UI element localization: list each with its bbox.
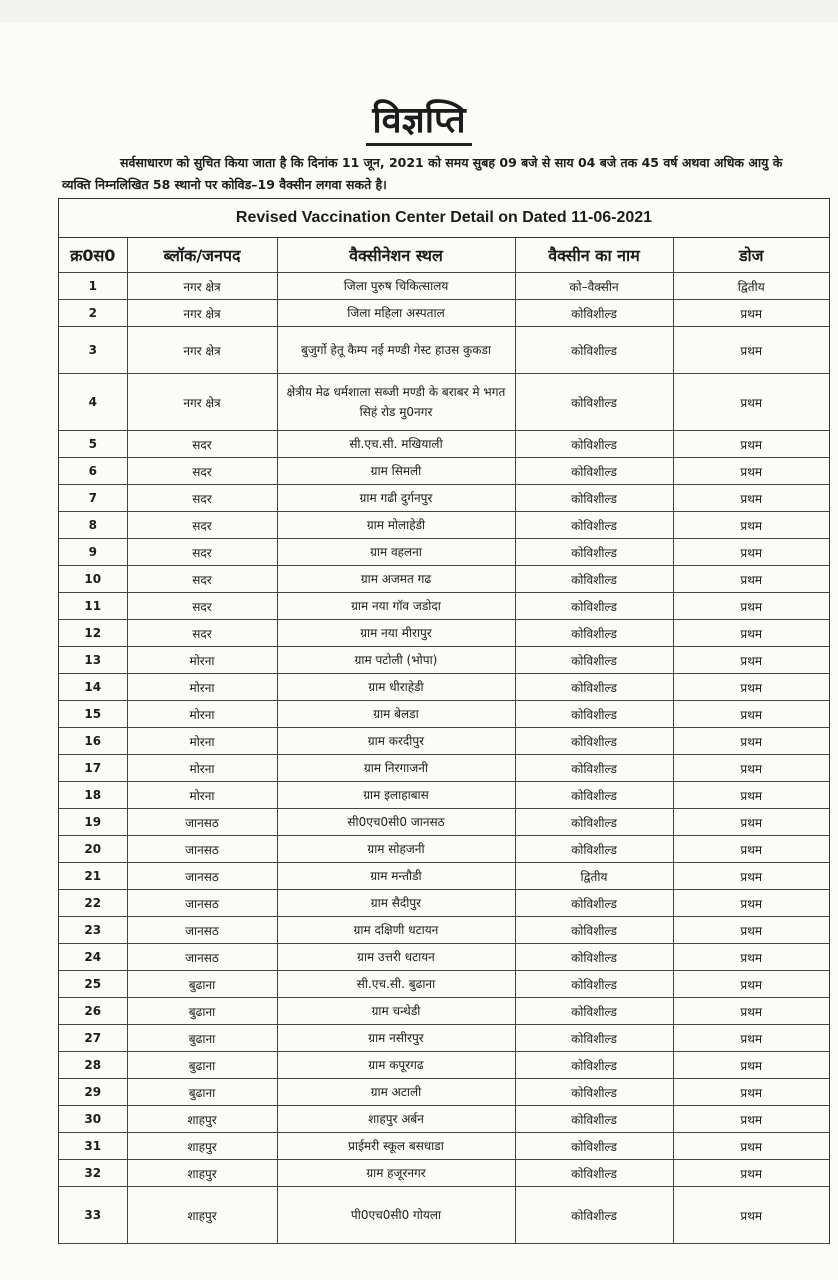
cell-vaccine: कोविशील्ड	[515, 836, 673, 863]
table-row	[59, 1025, 829, 1052]
cell-sno: 10	[59, 566, 127, 593]
cell-center: ग्राम बेलडा	[277, 701, 515, 728]
table-row	[59, 782, 829, 809]
cell-center: सी0एच0सी0 जानसठ	[277, 809, 515, 836]
table-row	[59, 431, 829, 458]
cell-sno: 14	[59, 674, 127, 701]
cell-vaccine: कोविशील्ड	[515, 674, 673, 701]
cell-vaccine: कोविशील्ड	[515, 1106, 673, 1133]
cell-block: जानसठ	[127, 890, 277, 917]
table-row	[59, 539, 829, 566]
cell-dose: प्रथम	[673, 809, 829, 836]
cell-sno: 18	[59, 782, 127, 809]
header-sno: क्र0स0	[59, 238, 127, 273]
table-row	[59, 998, 829, 1025]
cell-dose: प्रथम	[673, 1106, 829, 1133]
cell-dose: प्रथम	[673, 300, 829, 327]
cell-dose: प्रथम	[673, 674, 829, 701]
cell-block: बुढाना	[127, 1079, 277, 1106]
vaccination-table-container	[58, 198, 830, 1244]
table-row	[59, 674, 829, 701]
cell-dose: प्रथम	[673, 1079, 829, 1106]
cell-block: मोरना	[127, 674, 277, 701]
cell-center: ग्राम वहलना	[277, 539, 515, 566]
cell-block: मोरना	[127, 755, 277, 782]
cell-center: ग्राम सैदीपुर	[277, 890, 515, 917]
cell-center: ग्राम निरगाजनी	[277, 755, 515, 782]
header-dose: डोज	[673, 238, 829, 273]
cell-dose: प्रथम	[673, 971, 829, 998]
cell-vaccine: कोविशील्ड	[515, 944, 673, 971]
cell-vaccine: को–वैक्सीन	[515, 273, 673, 300]
cell-vaccine: कोविशील्ड	[515, 1133, 673, 1160]
cell-sno: 1	[59, 273, 127, 300]
table-row	[59, 273, 829, 300]
cell-center: ग्राम मन्तौडी	[277, 863, 515, 890]
table-row	[59, 701, 829, 728]
cell-dose: प्रथम	[673, 620, 829, 647]
cell-vaccine: कोविशील्ड	[515, 327, 673, 374]
cell-vaccine: कोविशील्ड	[515, 1160, 673, 1187]
cell-vaccine: कोविशील्ड	[515, 539, 673, 566]
cell-center: ग्राम गढी दुर्गनपुर	[277, 485, 515, 512]
cell-block: सदर	[127, 539, 277, 566]
cell-vaccine: कोविशील्ड	[515, 458, 673, 485]
cell-block: सदर	[127, 485, 277, 512]
cell-vaccine: कोविशील्ड	[515, 620, 673, 647]
cell-dose: द्वितीय	[673, 273, 829, 300]
cell-center: प्राईमरी स्कूल बसधाडा	[277, 1133, 515, 1160]
table-row	[59, 971, 829, 998]
cell-sno: 21	[59, 863, 127, 890]
header-block: ब्लॉक/जनपद	[127, 238, 277, 273]
table-title: Revised Vaccination Center Detail on Dated 11-06-2021	[59, 199, 829, 238]
cell-sno: 31	[59, 1133, 127, 1160]
cell-block: मोरना	[127, 728, 277, 755]
cell-vaccine: कोविशील्ड	[515, 431, 673, 458]
cell-center: ग्राम सिमली	[277, 458, 515, 485]
cell-block: सदर	[127, 620, 277, 647]
cell-dose: प्रथम	[673, 782, 829, 809]
cell-vaccine: कोविशील्ड	[515, 782, 673, 809]
cell-vaccine: कोविशील्ड	[515, 593, 673, 620]
cell-dose: प्रथम	[673, 512, 829, 539]
cell-sno: 24	[59, 944, 127, 971]
cell-vaccine: कोविशील्ड	[515, 1079, 673, 1106]
cell-center: ग्राम नया गॉव जडोदा	[277, 593, 515, 620]
table-row	[59, 647, 829, 674]
cell-dose: प्रथम	[673, 836, 829, 863]
table-row	[59, 1133, 829, 1160]
table-row	[59, 809, 829, 836]
cell-block: बुढाना	[127, 971, 277, 998]
table-row	[59, 836, 829, 863]
cell-block: शाहपुर	[127, 1160, 277, 1187]
header-vaccine: वैक्सीन का नाम	[515, 238, 673, 273]
cell-block: सदर	[127, 458, 277, 485]
cell-dose: प्रथम	[673, 1052, 829, 1079]
cell-block: सदर	[127, 593, 277, 620]
cell-sno: 13	[59, 647, 127, 674]
cell-vaccine: कोविशील्ड	[515, 971, 673, 998]
cell-dose: प्रथम	[673, 728, 829, 755]
cell-dose: प्रथम	[673, 485, 829, 512]
cell-block: शाहपुर	[127, 1187, 277, 1244]
cell-sno: 33	[59, 1187, 127, 1244]
cell-block: शाहपुर	[127, 1106, 277, 1133]
cell-center: ग्राम नया मीरापुर	[277, 620, 515, 647]
cell-dose: प्रथम	[673, 755, 829, 782]
cell-dose: प्रथम	[673, 917, 829, 944]
cell-center: सी.एच.सी. मखियाली	[277, 431, 515, 458]
table-row	[59, 374, 829, 431]
cell-dose: प्रथम	[673, 1133, 829, 1160]
table-header-row	[59, 238, 829, 273]
cell-block: सदर	[127, 566, 277, 593]
cell-sno: 19	[59, 809, 127, 836]
cell-sno: 17	[59, 755, 127, 782]
cell-sno: 16	[59, 728, 127, 755]
cell-vaccine: कोविशील्ड	[515, 566, 673, 593]
cell-center: ग्राम मोलाहेडी	[277, 512, 515, 539]
cell-block: जानसठ	[127, 944, 277, 971]
cell-vaccine: कोविशील्ड	[515, 512, 673, 539]
cell-dose: प्रथम	[673, 890, 829, 917]
cell-sno: 15	[59, 701, 127, 728]
cell-block: जानसठ	[127, 809, 277, 836]
notice-paragraph: सर्वसाधारण को सुचित किया जाता है कि दिनांक 11 जून, 2021 को समय सुबह 09 बजे से साय 04 बजे तक 45 वर्ष अथवा अधिक आयु के व्यक्ति निम्नलिखित 58 स्थानो पर कोविड–19 वैक्सीन लगवा सकते है।	[62, 155, 783, 192]
table-row	[59, 728, 829, 755]
cell-sno: 5	[59, 431, 127, 458]
cell-block: सदर	[127, 431, 277, 458]
cell-sno: 4	[59, 374, 127, 431]
cell-sno: 6	[59, 458, 127, 485]
cell-dose: प्रथम	[673, 327, 829, 374]
cell-center: ग्राम इलाहाबास	[277, 782, 515, 809]
cell-center: ग्राम हजूरनगर	[277, 1160, 515, 1187]
cell-center: ग्राम अटाली	[277, 1079, 515, 1106]
page-title	[0, 100, 838, 140]
cell-block: मोरना	[127, 782, 277, 809]
cell-sno: 22	[59, 890, 127, 917]
cell-block: जानसठ	[127, 836, 277, 863]
cell-center: ग्राम करदीपुर	[277, 728, 515, 755]
table-row	[59, 593, 829, 620]
cell-vaccine: कोविशील्ड	[515, 300, 673, 327]
cell-block: बुढाना	[127, 998, 277, 1025]
cell-vaccine: कोविशील्ड	[515, 485, 673, 512]
cell-vaccine: कोविशील्ड	[515, 728, 673, 755]
cell-block: जानसठ	[127, 863, 277, 890]
cell-center: पी0एच0सी0 गोयला	[277, 1187, 515, 1244]
cell-center: सी.एच.सी. बुढाना	[277, 971, 515, 998]
cell-dose: प्रथम	[673, 593, 829, 620]
table-row	[59, 1079, 829, 1106]
cell-vaccine: कोविशील्ड	[515, 647, 673, 674]
table-row	[59, 620, 829, 647]
cell-dose: प्रथम	[673, 539, 829, 566]
cell-dose: प्रथम	[673, 566, 829, 593]
cell-vaccine: कोविशील्ड	[515, 1187, 673, 1244]
cell-dose: प्रथम	[673, 944, 829, 971]
cell-sno: 2	[59, 300, 127, 327]
cell-dose: प्रथम	[673, 431, 829, 458]
cell-block: बुढाना	[127, 1052, 277, 1079]
cell-dose: प्रथम	[673, 863, 829, 890]
cell-vaccine: कोविशील्ड	[515, 809, 673, 836]
cell-vaccine: कोविशील्ड	[515, 701, 673, 728]
cell-sno: 3	[59, 327, 127, 374]
cell-center: ग्राम दक्षिणी धटायन	[277, 917, 515, 944]
cell-center: शाहपुर अर्बन	[277, 1106, 515, 1133]
cell-dose: प्रथम	[673, 374, 829, 431]
table-row	[59, 512, 829, 539]
cell-sno: 11	[59, 593, 127, 620]
cell-center: ग्राम उत्तरी धटायन	[277, 944, 515, 971]
table-row	[59, 944, 829, 971]
cell-center: ग्राम सोहजनी	[277, 836, 515, 863]
cell-block: सदर	[127, 512, 277, 539]
table-row	[59, 755, 829, 782]
cell-block: नगर क्षेत्र	[127, 327, 277, 374]
cell-block: शाहपुर	[127, 1133, 277, 1160]
cell-sno: 8	[59, 512, 127, 539]
cell-sno: 30	[59, 1106, 127, 1133]
table-row	[59, 485, 829, 512]
vaccination-table	[59, 238, 829, 1244]
cell-vaccine: कोविशील्ड	[515, 890, 673, 917]
cell-vaccine: कोविशील्ड	[515, 998, 673, 1025]
cell-sno: 12	[59, 620, 127, 647]
cell-block: मोरना	[127, 701, 277, 728]
cell-block: बुढाना	[127, 1025, 277, 1052]
table-row	[59, 890, 829, 917]
cell-vaccine: कोविशील्ड	[515, 755, 673, 782]
cell-sno: 26	[59, 998, 127, 1025]
cell-sno: 9	[59, 539, 127, 566]
cell-center: ग्राम नसीरपुर	[277, 1025, 515, 1052]
cell-center: ग्राम कपूरगढ	[277, 1052, 515, 1079]
cell-vaccine: कोविशील्ड	[515, 374, 673, 431]
cell-center: क्षेत्रीय मेढ धर्मशाला सब्जी मण्डी के बराबर मे भगत सिहं रोड मु0नगर	[277, 374, 515, 431]
cell-block: मोरना	[127, 647, 277, 674]
cell-dose: प्रथम	[673, 998, 829, 1025]
table-row	[59, 917, 829, 944]
cell-sno: 20	[59, 836, 127, 863]
table-row	[59, 327, 829, 374]
cell-dose: प्रथम	[673, 647, 829, 674]
cell-center: ग्राम अजमत गढ	[277, 566, 515, 593]
cell-sno: 23	[59, 917, 127, 944]
table-row	[59, 1052, 829, 1079]
cell-center: ग्राम धीराहेडी	[277, 674, 515, 701]
table-row	[59, 300, 829, 327]
cell-dose: प्रथम	[673, 1187, 829, 1244]
table-body	[59, 273, 829, 1244]
cell-dose: प्रथम	[673, 701, 829, 728]
top-strip	[0, 0, 838, 22]
cell-dose: प्रथम	[673, 458, 829, 485]
cell-dose: प्रथम	[673, 1025, 829, 1052]
table-row	[59, 1106, 829, 1133]
cell-center: ग्राम चन्धेडी	[277, 998, 515, 1025]
cell-center: जिला महिला अस्पताल	[277, 300, 515, 327]
cell-sno: 25	[59, 971, 127, 998]
header-center: वैक्सीनेशन स्थल	[277, 238, 515, 273]
cell-sno: 28	[59, 1052, 127, 1079]
page-title-text: विज्ञप्ति	[366, 99, 471, 146]
cell-vaccine: कोविशील्ड	[515, 917, 673, 944]
cell-vaccine: कोविशील्ड	[515, 1025, 673, 1052]
cell-block: नगर क्षेत्र	[127, 300, 277, 327]
cell-block: जानसठ	[127, 917, 277, 944]
table-row	[59, 458, 829, 485]
cell-center: ग्राम पटोली (भोपा)	[277, 647, 515, 674]
cell-sno: 7	[59, 485, 127, 512]
cell-block: नगर क्षेत्र	[127, 374, 277, 431]
cell-vaccine: कोविशील्ड	[515, 1052, 673, 1079]
table-row	[59, 863, 829, 890]
cell-center: जिला पुरुष चिकित्सालय	[277, 273, 515, 300]
cell-dose: प्रथम	[673, 1160, 829, 1187]
table-row	[59, 566, 829, 593]
cell-vaccine: द्वितीय	[515, 863, 673, 890]
table-row	[59, 1187, 829, 1244]
table-row	[59, 1160, 829, 1187]
cell-block: नगर क्षेत्र	[127, 273, 277, 300]
cell-sno: 32	[59, 1160, 127, 1187]
cell-sno: 27	[59, 1025, 127, 1052]
cell-sno: 29	[59, 1079, 127, 1106]
cell-center: बुजुर्गो हेतू कैम्प नई मण्डी गेस्ट हाउस कुकडा	[277, 327, 515, 374]
